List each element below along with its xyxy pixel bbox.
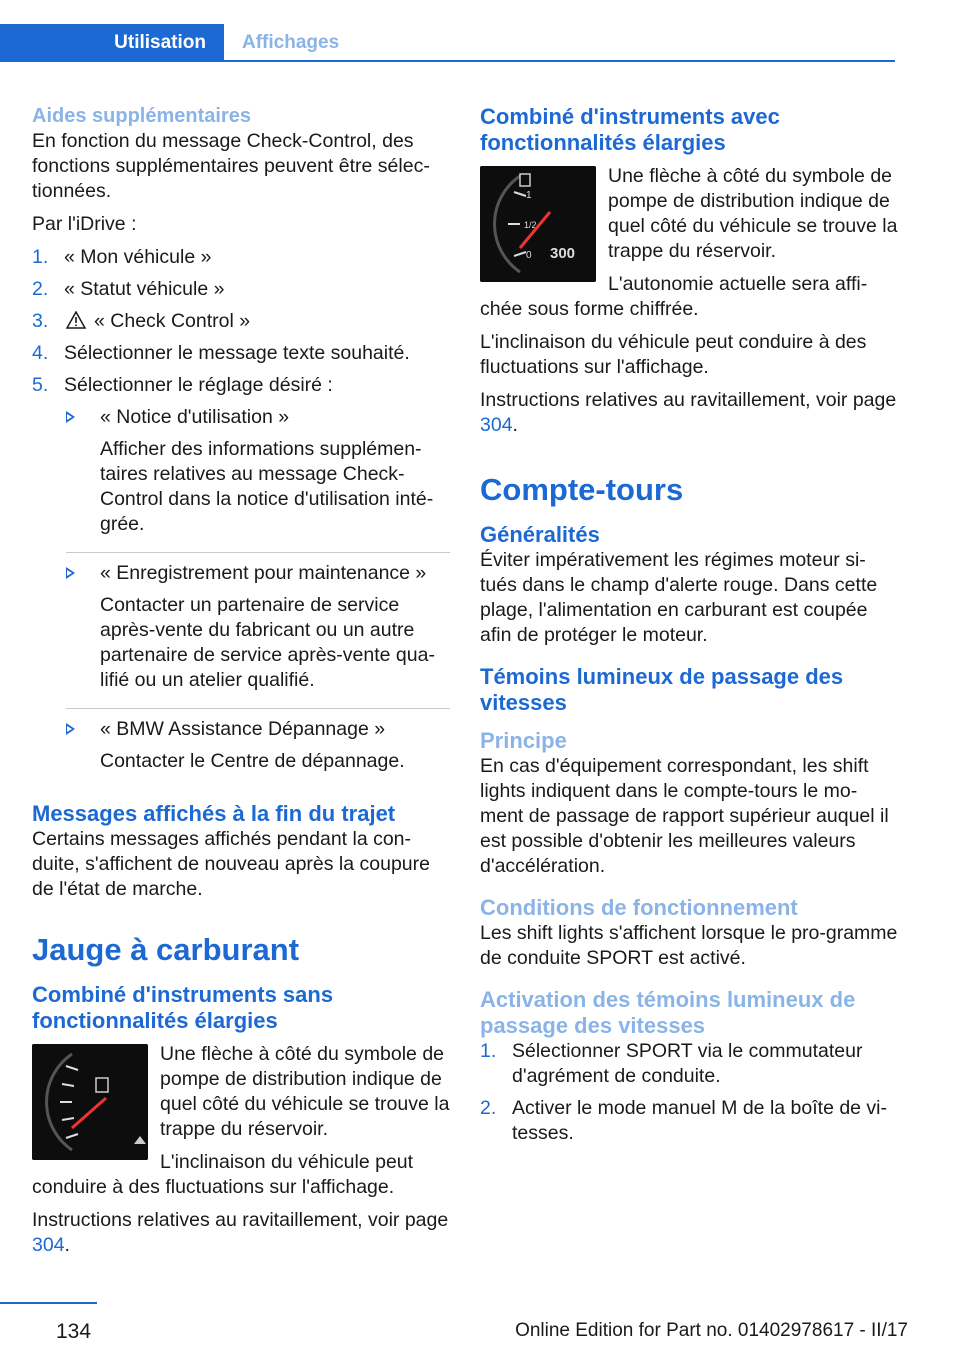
edition-text: Online Edition for Part no. 01402978617 - II/17	[515, 1320, 908, 1341]
combine-avec-heading: Combiné d'instruments avec fonctionnalités élargies	[480, 104, 780, 155]
list-item: 3. « Check Control »	[32, 310, 251, 332]
left-column	[32, 104, 450, 1266]
warning-triangle-icon	[66, 311, 86, 329]
combine-avec-paragraph-3: L'inclinaison du véhicule peut conduire à des fluctuations sur l'affichage.	[480, 331, 867, 378]
jauge-heading: Jauge à carburant	[32, 932, 300, 967]
combine-sans-paragraph-1: Une flèche à côté du symbole de pompe de distribution indique de quel côté du véhicule se trouve la trappe du réservoir.	[160, 1043, 450, 1140]
triangle-bullet-icon	[66, 567, 75, 579]
aides-paragraph-2: Par l'iDrive :	[32, 213, 137, 235]
compte-tours-heading: Compte-tours	[480, 472, 684, 507]
triangle-bullet-icon	[66, 723, 75, 735]
generalites-paragraph: Éviter impérativement les régimes moteur si-tués dans le champ d'alerte rouge. Dans cette plage, l'alimentation en carburant est coupée afin de protéger le moteur.	[480, 549, 878, 646]
combine-avec-paragraph-2: L'autonomie actuelle sera affi-chée sous forme chiffrée.	[480, 273, 868, 320]
combine-avec-paragraph-1: Une flèche à côté du symbole de pompe de distribution indique de quel côté du véhicule se trouve la trappe du réservoir.	[608, 165, 898, 262]
sub-option-desc: Contacter le Centre de dépannage.	[100, 750, 405, 772]
tab-affichages[interactable]: Affichages	[242, 32, 340, 53]
principe-heading: Principe	[480, 728, 567, 753]
svg-text:300: 300	[550, 245, 576, 262]
footer-divider	[0, 1302, 97, 1304]
svg-text:0: 0	[526, 250, 532, 261]
right-column	[480, 104, 898, 1153]
generalites-heading: Généralités	[480, 522, 600, 547]
triangle-bullet-icon	[66, 411, 75, 423]
list-item: 1. Sélectionner SPORT via le commutateur d'agrément de conduite.	[480, 1040, 863, 1087]
list-item: 2. « Statut véhicule »	[32, 278, 225, 300]
aides-heading: Aides supplémentaires	[32, 105, 251, 127]
temoins-heading: Témoins lumineux de passage des vitesses	[480, 664, 844, 715]
steps-list	[32, 245, 450, 398]
messages-heading: Messages affichés à la fin du trajet	[32, 801, 396, 826]
page-reference-link[interactable]: 304	[32, 1234, 65, 1256]
svg-text:1/2: 1/2	[524, 220, 537, 230]
combine-sans-paragraph-3: Instructions relatives au ravitaillement, voir page 304.	[32, 1209, 449, 1256]
sub-option-title: « Notice d'utilisation »	[100, 406, 290, 428]
conditions-paragraph: Les shift lights s'affichent lorsque le pro-gramme de conduite SPORT est activé.	[480, 922, 898, 969]
sub-option-title: « BMW Assistance Dépannage »	[100, 718, 386, 740]
sub-option-desc: Afficher des informations supplémen-taires relatives au message Check-Control dans la notice d'utilisation inté-grée.	[100, 438, 434, 535]
principe-paragraph: En cas d'équipement correspondant, les shift lights indiquent dans le compte-tours le mo-ment de passage de rapport supérieur auquel il est possible d'obtenir les meilleures valeurs d'accélération.	[480, 755, 889, 877]
list-item: 1. « Mon véhicule »	[32, 246, 212, 268]
sub-option-item	[66, 717, 450, 789]
list-item: 5. Sélectionner le réglage désiré :	[32, 374, 333, 396]
fuel-gauge-image	[32, 1044, 148, 1160]
fuel-gauge-range-image	[480, 166, 596, 282]
sub-options-list	[32, 405, 450, 789]
sub-option-item	[66, 561, 450, 709]
combine-avec-paragraph-4: Instructions relatives au ravitaillement, voir page 304.	[480, 389, 897, 436]
conditions-heading: Conditions de fonctionnement	[480, 895, 798, 920]
list-item: 2. Activer le mode manuel M de la boîte de vi-tesses.	[480, 1097, 888, 1144]
header-tabs	[0, 24, 895, 62]
messages-paragraph: Certains messages affichés pendant la con-duite, s'affichent de nouveau après la coupure de l'état de marche.	[32, 828, 430, 900]
sub-option-title: « Enregistrement pour maintenance »	[100, 562, 427, 584]
list-item: 4. Sélectionner le message texte souhaité.	[32, 342, 410, 364]
aides-paragraph-1: En fonction du message Check-Control, des fonctions supplémentaires peuvent être sélec-tionnées.	[32, 130, 430, 202]
page-reference-link[interactable]: 304	[480, 414, 513, 436]
activation-steps-list	[480, 1039, 898, 1146]
combine-sans-heading: Combiné d'instruments sans fonctionnalités élargies	[32, 982, 334, 1033]
sub-option-item	[66, 405, 450, 553]
combine-sans-paragraph-2: L'inclinaison du véhicule peut conduire à des fluctuations sur l'affichage.	[32, 1151, 414, 1198]
svg-text:1: 1	[526, 190, 532, 201]
activation-heading: Activation des témoins lumineux de passage des vitesses	[480, 987, 856, 1038]
page-number: 134	[56, 1320, 92, 1343]
tab-utilisation[interactable]: Utilisation	[0, 24, 224, 60]
sub-option-desc: Contacter un partenaire de service après-vente du fabricant ou un autre partenaire de service après-vente qua-lifié ou un atelier qualifié.	[100, 594, 435, 691]
